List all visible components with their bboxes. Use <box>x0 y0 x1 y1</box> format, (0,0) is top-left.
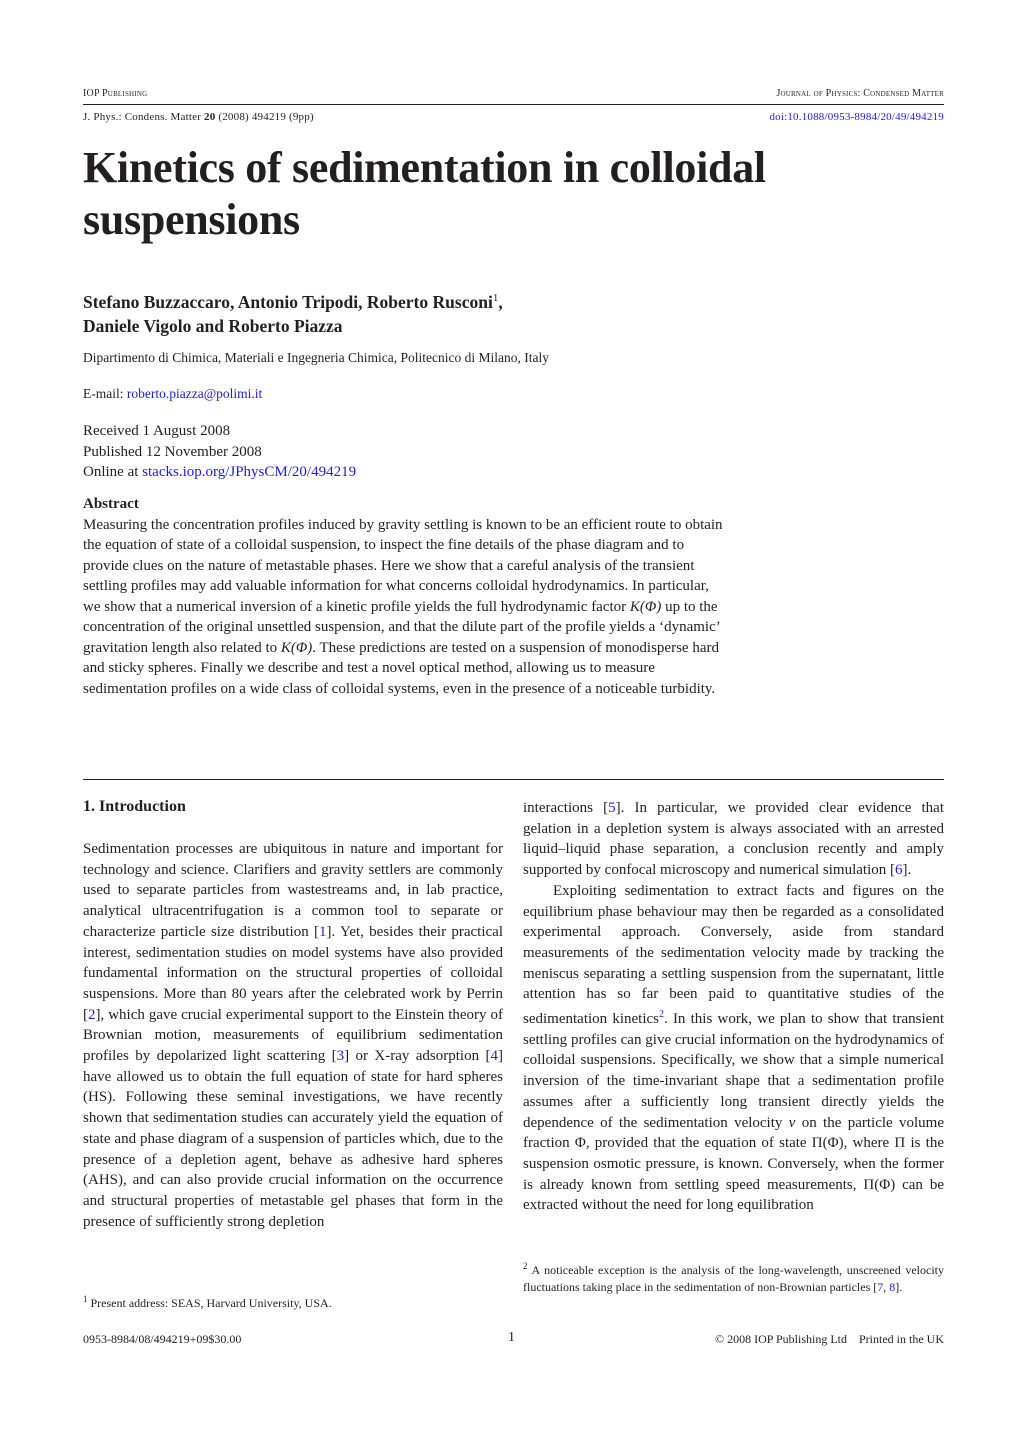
header-rule <box>83 104 944 105</box>
paper-title: Kinetics of sedimentation in colloidal suspensions <box>83 143 766 244</box>
abstract-text: Measuring the concentration profiles induced by gravity settling is known to be an efficient route to obtain the equation of state of a colloidal suspension, to inspect the fine details of the phase diagram and to provide clues on the nature of metastable phases. Here we show that a careful analysis of the transient settling profiles may add valuable information for what concerns colloidal hydrodynamics. In particular, we show that a numerical inversion of a kinetic profile yields the full hydrodynamic factor K(Φ) up to the concentration of the original unsettled suspension, and that the dilute part of the profile yields a ‘dynamic’ gravitation length also related to K(Φ). These predictions are tested on a suspension of monodisperse hard and sticky spheres. Finally we describe and test a novel optical method, allowing us to measure sedimentation profiles on a wide class of colloidal systems, even in the presence of a noticeable turbidity. <box>83 516 723 697</box>
doi-link[interactable]: doi:10.1088/0953-8984/20/49/494219 <box>769 111 944 123</box>
right-column <box>523 798 944 1216</box>
received-date: Received 1 August 2008 <box>83 423 231 439</box>
publication-dates <box>83 421 356 483</box>
publisher-label: IOP Publishing <box>83 88 148 99</box>
citation: J. Phys.: Condens. Matter 20 (2008) 494219 (9pp) <box>83 111 314 123</box>
footnote-1: $^1$ Present address: SEAS, Harvard University, USA. <box>83 1294 332 1310</box>
ref-link[interactable]: 8 <box>889 1280 896 1294</box>
paragraph: Exploiting sedimentation to extract facts and figures on the equilibrium phase behaviour may then be regarded as a consolidated experimental approach. Conversely, aside from standard measurements of the sedimentation velocity made by tracking the meniscus separating a settling suspension from the supernatant, little attention has so far been paid to quantitative studies of the sedimentation kinetics$^2$. In this work, we plan to show that transient settling profiles can give crucial information on the hydrodynamics of colloidal suspensions. Specifically, we show that a simple numerical inversion of the time-invariant shape that a sedimentation profile assumes after a sufficiently long transient directly yields the dependence of the sedimentation velocity v on the particle volume fraction Φ, provided that the equation of state Π(Φ), where Π is the suspension osmotic pressure, is known. Conversely, when the former is already known from settling speed measurements, Π(Φ) can be extracted without the need for long equilibration <box>523 882 944 1214</box>
affiliation: Dipartimento di Chimica, Materiali e Ingegneria Chimica, Politecnico di Milano, Italy <box>83 350 550 365</box>
abstract <box>83 494 728 699</box>
email-line: E-mail: roberto.piazza@polimi.it <box>83 386 263 401</box>
page-number: 1 <box>508 1330 515 1345</box>
footnote-ref-link[interactable]: 2 <box>659 1009 664 1021</box>
paragraph: interactions [5]. In particular, we provided clear evidence that gelation in a depletion system is always associated with an arrested liquid–liquid phase separation, a conclusion recently and amply supported by confocal microscopy and numerical simulation [6]. <box>523 800 944 879</box>
ref-link[interactable]: 6 <box>894 862 903 879</box>
ref-link[interactable]: 2 <box>88 1006 96 1023</box>
email-link[interactable]: roberto.piazza@polimi.it <box>126 386 263 401</box>
ref-link[interactable]: 7 <box>877 1280 884 1294</box>
ref-link[interactable]: 1 <box>319 923 327 940</box>
ref-link[interactable]: 5 <box>608 800 616 816</box>
left-column <box>83 839 503 1232</box>
author-footnote-ref[interactable]: 1 <box>492 292 499 304</box>
author-list: Stefano Buzzaccaro, Antonio Tripodi, Roberto Rusconi$^1$, Daniele Vigolo and Roberto Piazza <box>83 291 503 336</box>
abstract-rule <box>83 779 944 780</box>
ref-link[interactable]: 3 <box>336 1048 345 1065</box>
copyright: © 2008 IOP Publishing Ltd Printed in the UK <box>714 1332 944 1346</box>
online-line: Online at stacks.iop.org/JPhysCM/20/494219 <box>83 464 357 480</box>
abstract-heading: Abstract <box>83 496 139 512</box>
footnote-2: $^2$ A noticeable exception is the analysis of the long-wavelength, unscreened velocity fluctuations taking place in the sedimentation of non-Brownian particles [7, 8]. <box>523 1261 944 1294</box>
intro-paragraph: Sedimentation processes are ubiquitous in nature and important for technology and science. Clarifiers and gravity settlers are commonly used to separate particles from wastestreams and, in lab practice, analytical ultracentrifugation is a common tool to separate or characterize particle size distribution [1]. Yet, besides their practical interest, sedimentation studies on model systems have also provided fundamental information on the structural properties of colloidal suspensions. More than 80 years after the celebrated work by Perrin [2], which gave crucial experimental support to the Einstein theory of Brownian motion, measurements of equilibrium sedimentation profiles by depolarized light scattering [3] or X-ray adsorption [4] have allowed us to obtain the full equation of state for hard spheres (HS). Following these seminal investigations, we have recently shown that sedimentation studies can accurately yield the equation of state and phase diagram of a suspension of particles which, due to the presence of a depletion agent, behave as adhesive hard spheres (AHS), and can also provide crucial information on the occurrence and structural properties of metastable gel phases that form in the presence of sufficiently strong depletion <box>83 841 504 1230</box>
published-date: Published 12 November 2008 <box>83 443 262 460</box>
ref-link[interactable]: 4 <box>490 1048 498 1065</box>
issn-price: 0953-8984/08/494219+09$30.00 <box>83 1332 242 1346</box>
section-heading: 1. Introduction <box>83 798 186 815</box>
online-link[interactable]: stacks.iop.org/JPhysCM/20/494219 <box>142 464 357 480</box>
journal-name: Journal of Physics: Condensed Matter <box>776 88 944 99</box>
